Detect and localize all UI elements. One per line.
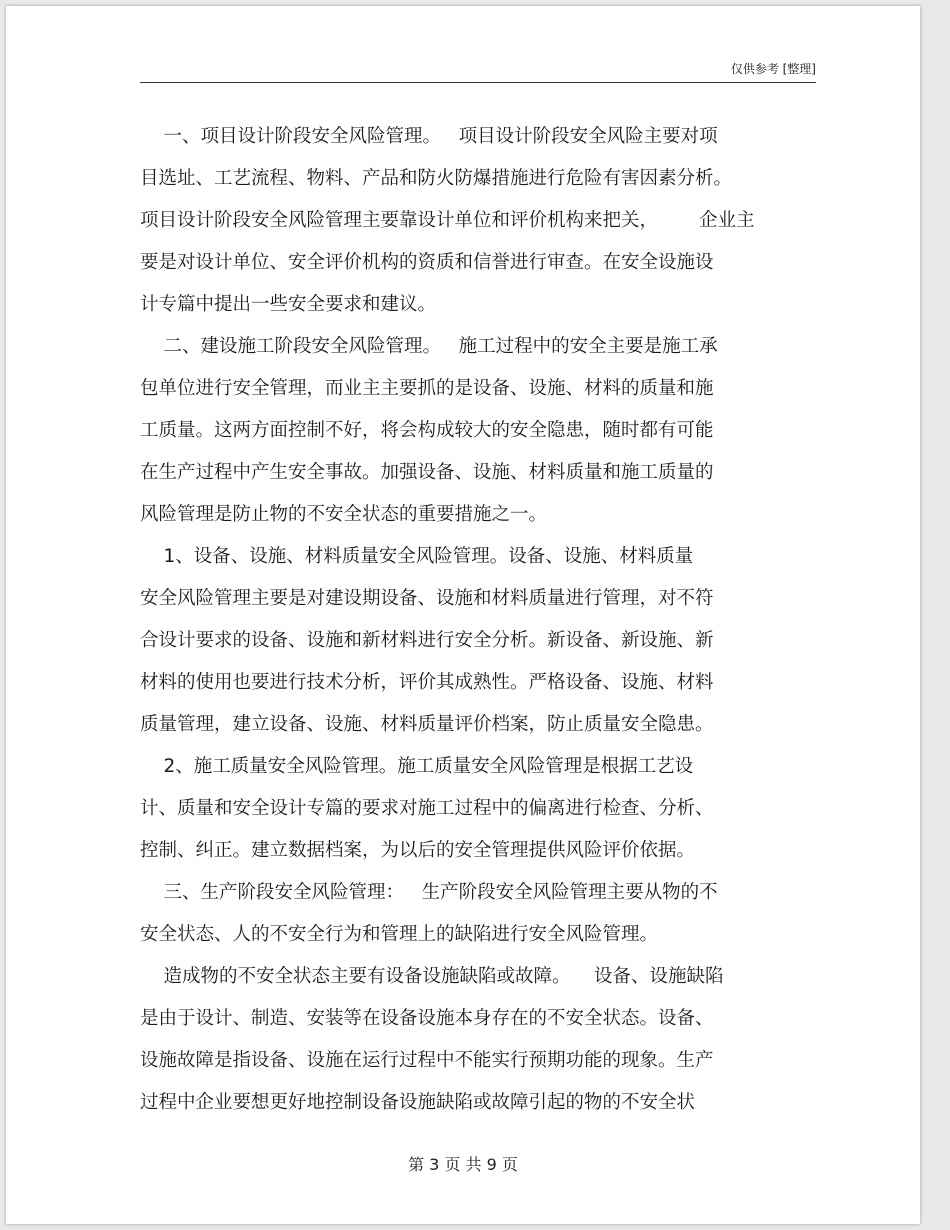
text-line: 工质量。这两方面控制不好，将会构成较大的安全隐患，随时都有可能: [140, 420, 714, 441]
text-line: 过程中企业要想更好地控制设备设施缺陷或故障引起的物的不安全状: [140, 1092, 696, 1113]
text-line: 风险管理是防止物的不安全状态的重要措施之一。: [140, 504, 548, 525]
text-line: 要是对设计单位、安全评价机构的资质和信誉进行审查。在安全设施设: [140, 252, 714, 273]
text-line: 在生产过程中产生安全事故。加强设备、设施、材料质量和施工质量的: [140, 462, 714, 483]
text-line: 质量管理，建立设备、设施、材料质量评价档案，防止质量安全隐患。: [140, 714, 714, 735]
text-line: 材料的使用也要进行技术分析，评价其成熟性。严格设备、设施、材料: [140, 672, 714, 693]
text-line: 安全风险管理主要是对建设期设备、设施和材料质量进行管理，对不符: [140, 588, 714, 609]
text-line: 设施故障是指设备、设施在运行过程中不能实行预期功能的现象。生产: [140, 1050, 714, 1071]
text-line: 二、建设施工阶段安全风险管理。 施工过程中的安全主要是施工承: [140, 336, 718, 357]
page-header: 仅供参考 [整理]: [140, 56, 816, 83]
text-line: 项目设计阶段安全风险管理主要靠设计单位和评价机构来把关， 企业主: [140, 210, 755, 231]
text-line: 目选址、工艺流程、物料、产品和防火防爆措施进行危险有害因素分析。: [140, 168, 733, 189]
text-line: 计专篇中提出一些安全要求和建议。: [140, 294, 437, 315]
body-text: [140, 116, 820, 1124]
text-line: 计、质量和安全设计专篇的要求对施工过程中的偏离进行检查、分析、: [140, 798, 714, 819]
text-line: 一、项目设计阶段安全风险管理。 项目设计阶段安全风险主要对项: [140, 126, 718, 147]
page-footer: 第 3 页 共 9 页: [408, 1155, 518, 1174]
text-line: 是由于设计、制造、安装等在设备设施本身存在的不安全状态。设备、: [140, 1008, 714, 1029]
text-line: 1、设备、设施、材料质量安全风险管理。设备、设施、材料质量: [140, 546, 694, 567]
text-line: 合设计要求的设备、设施和新材料进行安全分析。新设备、新设施、新: [140, 630, 714, 651]
document-page: [6, 6, 920, 1224]
text-line: 安全状态、人的不安全行为和管理上的缺陷进行安全风险管理。: [140, 924, 659, 945]
text-line: 控制、纠正。建立数据档案，为以后的安全管理提供风险评价依据。: [140, 840, 696, 861]
text-line: 三、生产阶段安全风险管理： 生产阶段安全风险管理主要从物的不: [140, 882, 718, 903]
text-line: 2、施工质量安全风险管理。施工质量安全风险管理是根据工艺设: [140, 756, 694, 777]
text-line: 造成物的不安全状态主要有设备设施缺陷或故障。 设备、设施缺陷: [140, 966, 724, 987]
text-line: 包单位进行安全管理，而业主主要抓的是设备、设施、材料的质量和施: [140, 378, 714, 399]
